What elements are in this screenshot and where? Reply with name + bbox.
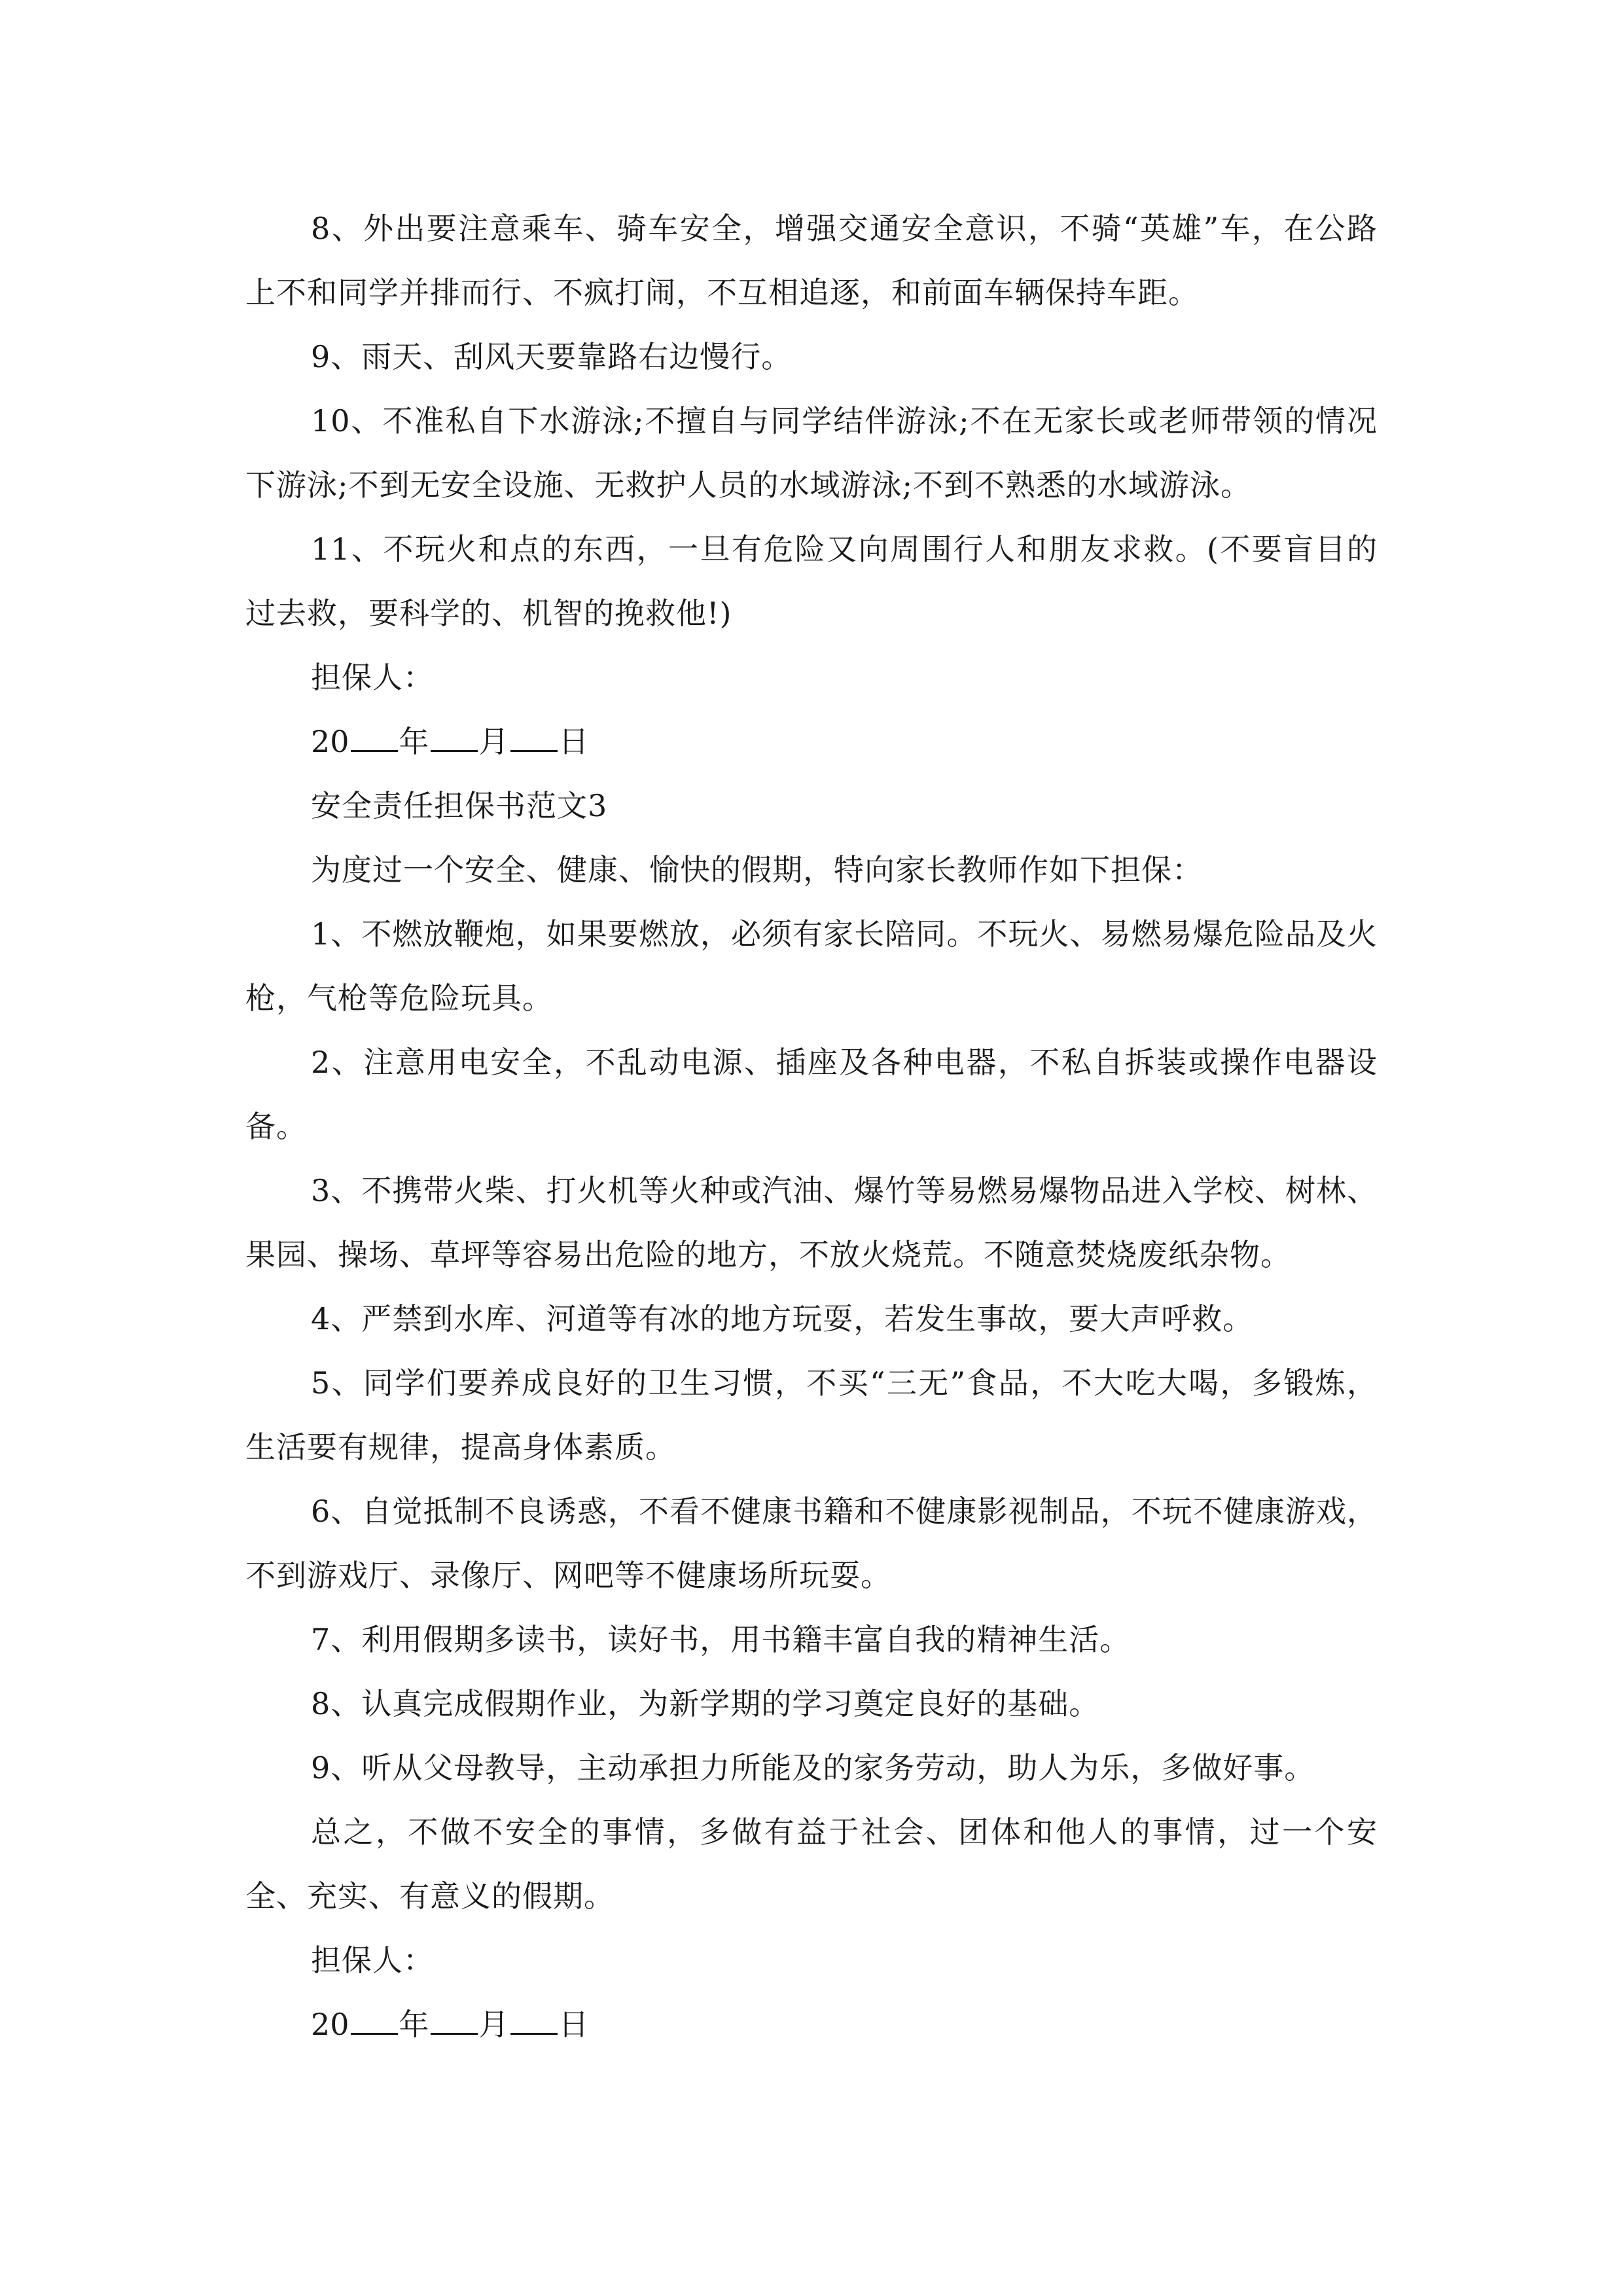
signature-date [245,709,1378,774]
date-day-label: 日 [558,724,589,759]
date-month-label: 月 [478,724,509,759]
date-blank-month [431,749,478,752]
paragraph-item-8-travel: 8、外出要注意乘车、骑车安全，增强交通安全意识，不骑“英雄”车，在公路上不和同学并排而行、不疯打闹，不互相追逐，和前面车辆保持车距。 [245,211,1378,310]
guarantor-label: 担保人： [311,660,434,695]
paragraph-item-6-temptation: 6、自觉抵制不良诱惑，不看不健康书籍和不健康影视制品，不玩不健康游戏，不到游戏厅、录像厅、网吧等不健康场所玩耍。 [245,1494,1378,1593]
date-blank-year [351,2032,398,2035]
section-title: 安全责任担保书范文3 [311,788,608,823]
date-blank-day [510,2032,558,2035]
date-year-label: 年 [399,724,429,759]
date-prefix: 20 [311,724,349,759]
signature-date [245,1992,1378,2056]
date-blank-year [351,749,398,752]
date-month-label: 月 [478,2007,509,2042]
date-blank-month [431,2032,478,2035]
guarantor-label: 担保人： [311,1943,434,1978]
paragraph-item-2-electricity: 2、注意用电安全，不乱动电源、插座及各种电器，不私自拆装或操作电器设备。 [245,1045,1378,1144]
paragraph-item-7-reading: 7、利用假期多读书，读好书，用书籍丰富自我的精神生活。 [311,1622,1131,1657]
paragraph-item-4-ice: 4、严禁到水库、河道等有冰的地方玩耍，若发生事故，要大声呼救。 [311,1301,1254,1336]
date-year-label: 年 [399,2007,429,2042]
summary-paragraph: 总之，不做不安全的事情，多做有益于社会、团体和他人的事情，过一个安全、充实、有意义的假期。 [245,1814,1378,1914]
paragraph-item-9-rain: 9、雨天、刮风天要靠路右边慢行。 [311,339,793,374]
paragraph-item-9-chores: 9、听从父母教导，主动承担力所能及的家务劳动，助人为乐，多做好事。 [311,1750,1315,1785]
paragraph-item-8-homework: 8、认真完成假期作业，为新学期的学习奠定良好的基础。 [311,1686,1100,1721]
intro-paragraph: 为度过一个安全、健康、愉快的假期，特向家长教师作如下担保： [311,852,1203,888]
date-prefix: 20 [311,2007,349,2042]
date-blank-day [510,749,558,752]
paragraph-item-5-hygiene: 5、同学们要养成良好的卫生习惯，不买“三无”食品，不大吃大喝，多锻炼，生活要有规律，提高身体素质。 [245,1365,1378,1465]
document-page [245,196,1378,2056]
paragraph-item-10-swimming: 10、不准私自下水游泳;不擅自与同学结伴游泳;不在无家长或老师带领的情况下游泳;不到无安全设施、无救护人员的水域游泳;不到不熟悉的水域游泳。 [245,403,1378,503]
paragraph-item-11-fire: 11、不玩火和点的东西，一旦有危险又向周围行人和朋友求救。(不要盲目的过去救，要科学的、机智的挽救他!) [245,531,1378,631]
paragraph-item-3-flammables: 3、不携带火柴、打火机等火种或汽油、爆竹等易燃易爆物品进入学校、树林、果园、操场、草坪等容易出危险的地方，不放火烧荒。不随意焚烧废纸杂物。 [245,1173,1378,1272]
paragraph-item-1-firecrackers: 1、不燃放鞭炮，如果要燃放，必须有家长陪同。不玩火、易燃易爆危险品及火枪，气枪等危险玩具。 [245,916,1378,1016]
date-day-label: 日 [558,2007,589,2042]
